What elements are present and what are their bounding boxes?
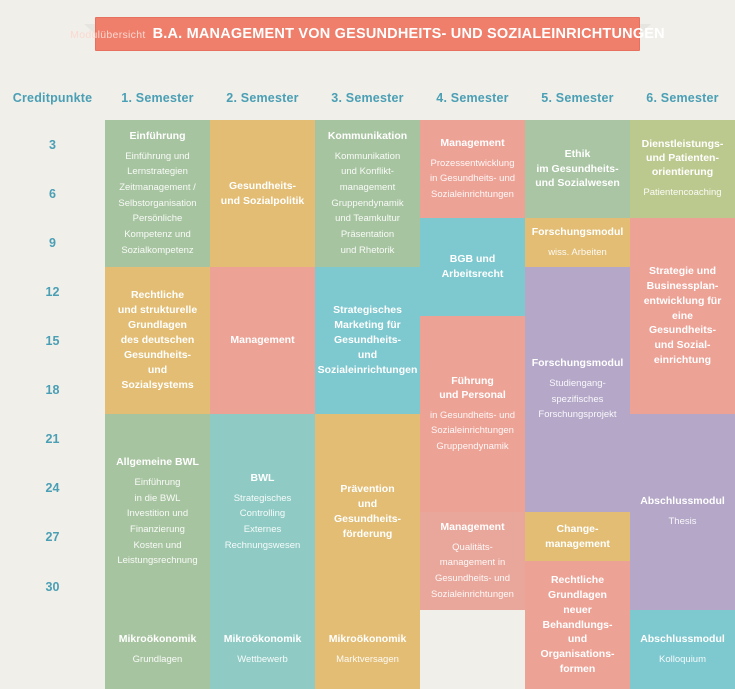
module-line: in Gesundheits- und [429,173,516,185]
module-line: Gesundheits- und [123,348,192,376]
module-line: Change- [556,522,599,535]
module-line: management [545,537,610,550]
module-line: Strategisches [233,492,292,504]
module-grid [0,76,735,676]
module-abschlussmodul-kolloquium[interactable] [630,610,735,689]
module-line: und Konflikt- [341,166,394,178]
module-changemanagement[interactable] [525,512,630,561]
module-line: in Gesundheits- und [429,409,516,421]
module-line: in die BWL [134,492,181,504]
module-line: Persönliche [132,213,183,225]
module-line: Grundlagen [128,319,187,332]
module-line: Sozialeinrichtungen [431,588,514,600]
module-line: und Sozialwesen [535,177,620,190]
module-praevention-und-gesundheitsfoerderung[interactable] [315,414,420,610]
module-title: Kommunikation [327,129,408,142]
module-line: und Sozialpolitik [220,194,305,207]
module-mikrooekonomik-marktversagen[interactable] [315,610,420,689]
module-line: Organisations- [540,648,615,661]
module-line: Gesundheits- [228,179,297,192]
module-line: formen [559,663,596,676]
column-header-semester-1: 1. Semester [121,91,194,105]
module-strategie-und-businessplanentwicklung[interactable] [630,218,735,414]
credit-label-3: 3 [49,137,56,152]
module-forschungsmodul-studiengangspezifisch[interactable] [525,267,630,512]
module-title: Mikroökonomik [328,632,407,645]
module-line: Sozialeinrichtungen [431,188,514,200]
page-title: B.A. MANAGEMENT VON GESUNDHEITS- UND SOZIALEINRICHTUNGEN [152,26,665,42]
module-title: Abschlussmodul [640,632,725,645]
module-title: Dienstleistungs- und Patienten- orientierung [641,138,724,179]
module-line: wiss. Arbeiten [548,246,607,258]
module-line: Forschungsprojekt [538,409,617,421]
module-line: Zeitmanagement / [119,182,196,194]
module-title: Mikroökonomik [118,632,197,645]
module-line: einrichtung [653,354,712,367]
module-gesundheits-und-sozialpolitik[interactable] [210,120,315,267]
module-line: Rechtliche [550,573,605,586]
module-title: Forschungsmodul [531,225,624,238]
module-line: Rechtliche [130,289,185,302]
column-header-creditpunkte: Creditpunkte [12,91,93,105]
module-line: Gruppendynamik [436,440,509,452]
module-line: spezifisches [551,393,604,405]
module-line: Studiengang- [549,378,606,390]
column-header-semester-6: 6. Semester [646,91,719,105]
module-line: eine Gesundheits- [648,309,717,337]
module-title: Abschlussmodul [640,495,725,508]
credit-label-27: 27 [45,529,60,544]
module-line: BGB und [449,253,496,266]
module-line: und Teamkultur [335,213,400,225]
module-management-qualitaetsmanagement[interactable] [420,512,525,610]
module-line: Prävention [340,483,395,496]
credit-label-9: 9 [49,235,56,250]
module-line: Kolloquium [659,653,706,665]
module-line: entwicklung für [643,294,722,307]
module-line: Einführung [134,477,181,489]
module-line: Selbstorganisation [118,197,197,209]
module-line: Sozialkompetenz [121,244,194,256]
module-line: management in [439,557,506,569]
module-line: Wettbewerb [237,653,288,665]
module-kommunikation[interactable] [315,120,420,267]
module-title: Forschungsmodul [531,357,624,370]
module-line: Qualitäts- [452,541,493,553]
module-line: Einführung und [125,150,190,162]
module-line: management [339,182,396,194]
module-title: BWL [250,471,275,484]
column-header-semester-3: 3. Semester [331,91,404,105]
module-management[interactable] [210,267,315,414]
module-line: des deutschen [120,334,195,347]
module-title: Allgemeine BWL [116,456,199,469]
module-mikrooekonomik-wettbewerb[interactable] [210,610,315,689]
module-einfuehrung[interactable] [105,120,210,267]
module-line: Sozialsystems [121,378,194,391]
module-bgb-und-arbeitsrecht[interactable] [420,218,525,316]
module-line: Prozessentwicklung [430,157,515,169]
credit-label-24: 24 [45,480,60,495]
module-title: Führung und Personal [439,374,506,401]
module-line: Businessplan- [646,279,719,292]
module-rechtliche-und-strukturelle-grundlagen[interactable] [105,267,210,414]
module-line: Ethik [564,147,591,160]
module-line: Marketing für [334,319,401,332]
column-header-semester-4: 4. Semester [436,91,509,105]
module-line: Strategie und [648,264,717,277]
module-line: Gesundheits- und [333,334,402,361]
module-forschungsmodul-wiss-arbeiten[interactable] [525,218,630,267]
module-line: förderung [342,527,393,540]
module-line: Lernstrategien [127,166,188,178]
module-line: Marktversagen [336,653,399,665]
module-line: Grundlagen neuer [548,588,607,616]
credit-label-6: 6 [49,186,56,201]
module-line: Arbeitsrecht [441,268,504,280]
module-line: Kompetenz und [124,228,191,240]
module-allgemeine-bwl[interactable] [105,414,210,610]
module-line: Finanzierung [130,523,185,535]
header-pre-label: Modulübersicht [70,29,146,41]
module-line: Investition und [126,508,189,520]
module-line: Grundlagen [132,653,183,665]
module-line: Gruppendynamik [331,197,404,209]
module-mikrooekonomik-grundlagen[interactable] [105,610,210,689]
credit-label-18: 18 [45,382,60,397]
credit-label-12: 12 [45,284,60,299]
module-line: und Gesundheits- [333,498,402,525]
module-line: Kommunikation [334,150,401,162]
module-title: Management [440,520,505,533]
module-line: Leistungsrechnung [117,555,198,567]
credit-label-30: 30 [45,580,60,594]
module-rechtliche-grundlagen-neuer-behandlungsformen[interactable] [525,561,630,689]
module-line: Strategisches [333,304,402,317]
module-line: Management [230,334,295,347]
module-line: Sozialeinrichtungen [317,363,418,376]
module-line: Präsentation [340,228,395,240]
module-line: Kosten und [133,539,182,551]
module-line: und Sozial- [654,339,711,352]
module-bwl[interactable] [210,414,315,610]
module-line: im Gesundheits- [536,162,619,175]
module-title: Management [440,136,505,149]
module-line: Gesundheits- und [435,572,510,584]
module-line: und Rhetorik [340,244,395,256]
module-dienstleistungs-und-patientenorientierung[interactable] [630,120,735,218]
module-line: und strukturelle [117,304,198,317]
module-line: Rechnungswesen [224,539,301,551]
module-title: Mikroökonomik [223,632,302,645]
column-header-semester-2: 2. Semester [226,91,299,105]
module-management-prozessentwicklung[interactable] [420,120,525,218]
module-line: Sozialeinrichtungen [431,425,514,437]
credit-label-21: 21 [45,431,60,446]
credit-label-15: 15 [45,333,60,348]
module-line: Thesis [668,516,697,528]
module-line: Externes [243,523,282,535]
module-abschlussmodul-thesis[interactable] [630,414,735,610]
module-line: Patientencoaching [643,187,722,199]
module-line: Behandlungs- und [542,618,613,646]
header-banner [70,17,665,51]
module-strategisches-marketing[interactable] [315,267,420,414]
module-title: Einführung [129,129,186,142]
module-ethik-im-gesundheits-und-sozialwesen[interactable] [525,120,630,218]
module-fuehrung-und-personal[interactable] [420,316,525,512]
module-line: Controlling [239,508,286,520]
column-header-semester-5: 5. Semester [541,91,614,105]
